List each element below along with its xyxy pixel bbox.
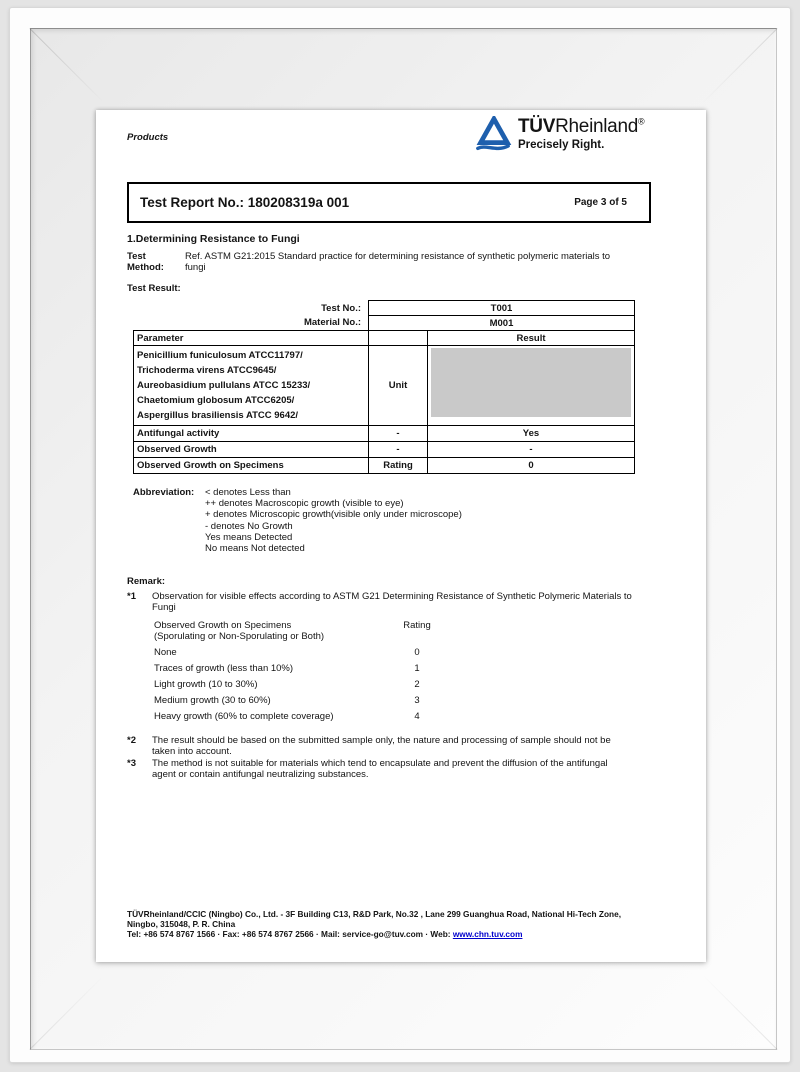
material-no-label: Material No.: — [303, 317, 361, 329]
species-line: Aureobasidium pullulans ATCC 15233/ — [137, 380, 311, 391]
test-method-text: Ref. ASTM G21:2015 Standard practice for determining resistance of synthetic polymeric materials to fungi — [185, 251, 611, 273]
rating-row: Traces of growth (less than 10%) 1 — [154, 663, 420, 674]
test-report-page — [96, 110, 706, 962]
test-method-row — [127, 251, 625, 273]
rating-row: Light growth (10 to 30%) 2 — [154, 679, 420, 690]
rating-header-col2: Rating — [403, 620, 431, 631]
unit-cell: Rating — [369, 458, 428, 474]
remark-marker: *3 — [127, 758, 136, 769]
result-cell: Yes — [428, 426, 635, 442]
table-row-material-no — [134, 316, 635, 331]
rating-row: Medium growth (30 to 60%) 3 — [154, 695, 420, 706]
brand-logo — [474, 116, 644, 156]
result-header: Result — [428, 331, 635, 346]
table-row-species — [134, 346, 635, 426]
website-link[interactable]: www.chn.tuv.com — [452, 929, 523, 939]
footer-address — [127, 909, 707, 939]
rating-table — [154, 620, 445, 722]
parameter-cell: Observed Growth on Specimens — [134, 458, 369, 474]
tuv-triangle-icon — [474, 116, 512, 156]
parameter-cell: Antifungal activity — [134, 426, 369, 442]
remark-item-2 — [127, 735, 632, 757]
result-cell: 0 — [428, 458, 635, 474]
abbreviation-line: ++ denotes Macroscopic growth (visible to eye) — [205, 498, 404, 510]
abbreviation-label: Abbreviation: — [133, 487, 195, 498]
rating-table-header — [154, 620, 445, 642]
rating-row: None 0 — [154, 647, 420, 658]
table-row-observed-growth — [134, 442, 635, 458]
species-line: Chaetomium globosum ATCC6205/ — [137, 395, 295, 406]
registered-mark: ® — [637, 116, 645, 127]
table-row-test-no — [134, 301, 635, 316]
material-no-value: M001 — [369, 316, 635, 331]
test-no-label: Test No.: — [321, 302, 361, 314]
unit-cell: - — [369, 442, 428, 458]
section-heading: 1.Determining Resistance to Fungi — [127, 233, 300, 245]
test-method-label: Test Method: — [127, 251, 164, 273]
result-cell: - — [428, 442, 635, 458]
products-label: Products — [127, 132, 169, 143]
page-indicator: Page 3 of 5 — [574, 197, 627, 208]
abbreviation-line: < denotes Less than — [205, 487, 291, 498]
remark-item-1 — [127, 591, 632, 613]
species-line: Aspergillus brasiliensis ATCC 9642/ — [137, 410, 299, 421]
abbreviation-line: - denotes No Growth — [205, 520, 293, 532]
result-table — [133, 300, 635, 474]
table-row-growth-specimens — [134, 458, 635, 474]
brand-tagline: Precisely Right. — [518, 139, 605, 151]
remark-item-3 — [127, 758, 632, 780]
empty-header-cell — [369, 331, 428, 346]
frame-miter — [702, 974, 778, 1050]
frame-miter — [29, 28, 105, 104]
parameter-header: Parameter — [134, 331, 369, 346]
table-header-row — [134, 331, 635, 346]
report-title-bar — [127, 182, 651, 223]
abbreviation-line: Yes means Detected — [205, 531, 293, 543]
footer-contact: Tel: +86 574 8767 1566 · Fax: +86 574 8767 2566 · Mail: service-go@tuv.com · Web: — [127, 929, 453, 939]
result-cell — [428, 346, 635, 426]
footer-line-2: Ningbo, 315048, P. R. China — [127, 919, 236, 929]
abbreviation-block — [133, 487, 462, 554]
remark-text: The result should be based on the submitted sample only, the nature and processing of sample should not be taken into account. — [152, 735, 611, 757]
frame-miter — [29, 974, 105, 1050]
rating-row: Heavy growth (60% to complete coverage) 4 — [154, 711, 420, 722]
report-number: Test Report No.: 180208319a 001 — [140, 195, 350, 210]
brand-name: TÜVRheinland® — [518, 116, 645, 137]
species-line: Trichoderma virens ATCC9645/ — [137, 365, 277, 376]
brand-text — [518, 116, 644, 151]
test-result-label: Test Result: — [127, 283, 181, 294]
abbreviation-line: + denotes Microscopic growth(visible only under microscope) — [205, 509, 462, 521]
parameter-cell: Observed Growth — [134, 442, 369, 458]
remark-text: Observation for visible effects according to ASTM G21 Determining Resistance of Synthetic Polymeric Materials to Fungi — [152, 591, 632, 613]
remark-label: Remark: — [127, 576, 166, 587]
blank-result-box — [431, 348, 631, 417]
remark-text: The method is not suitable for materials which tend to encapsulate and prevent the diffusion of the antifungal agent or contain antifungal neutralizing substances. — [152, 758, 608, 780]
abbreviation-lines — [205, 487, 462, 554]
rating-header-col1: Observed Growth on Specimens (Sporulating or Non-Sporulating or Both) — [154, 620, 325, 642]
remark-marker: *2 — [127, 735, 136, 746]
test-no-value: T001 — [369, 301, 635, 316]
frame-miter — [702, 28, 778, 104]
picture-frame — [10, 8, 790, 1062]
unit-cell: - — [369, 426, 428, 442]
species-line: Penicillium funiculosum ATCC11797/ — [137, 350, 303, 361]
table-row-antifungal — [134, 426, 635, 442]
abbreviation-line: No means Not detected — [205, 543, 305, 555]
footer-line-1: TÜVRheinland/CCIC (Ningbo) Co., Ltd. - 3F Building C13, R&D Park, No.32 , Lane 299 Guanghua Road, National Hi-Tech Zone, — [127, 909, 622, 919]
unit-label: Unit — [369, 346, 428, 426]
remark-marker: *1 — [127, 591, 136, 602]
footer-line-3 — [127, 929, 707, 939]
species-list — [134, 346, 369, 426]
